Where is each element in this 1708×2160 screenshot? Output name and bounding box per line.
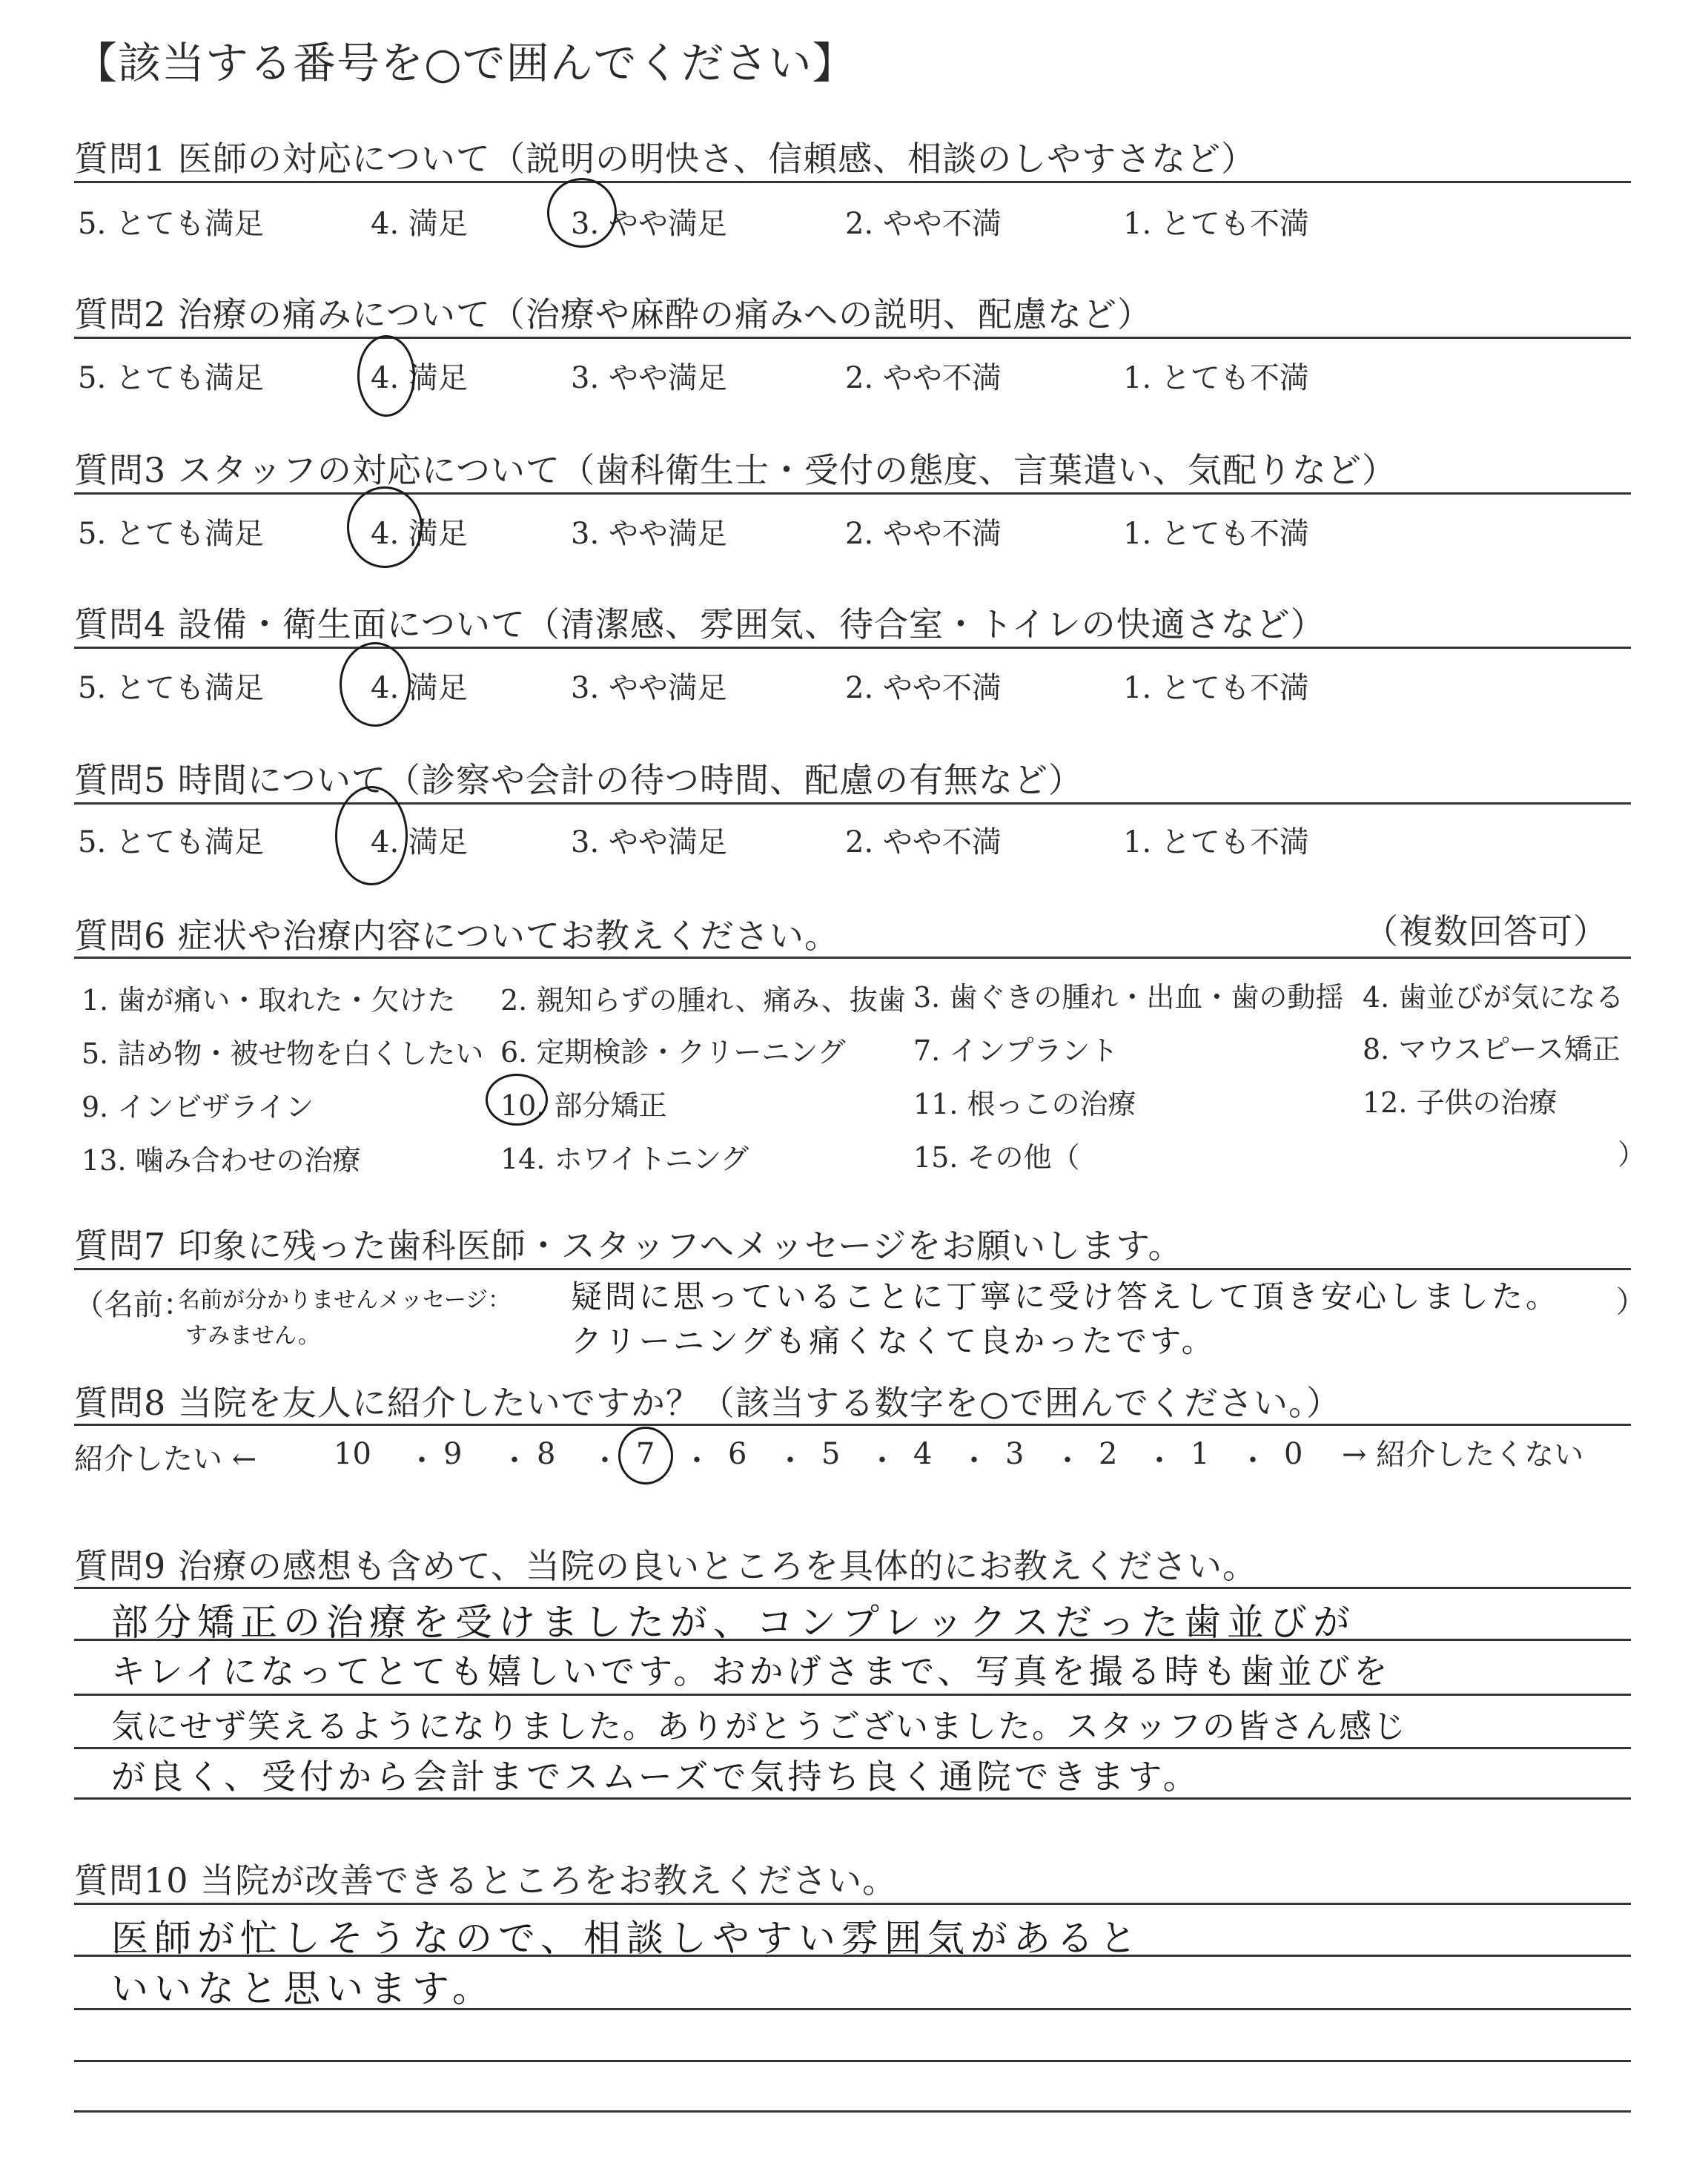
writing-line bbox=[74, 1797, 1631, 1800]
q6-item-1[interactable]: 1. 歯が痛い・取れた・欠けた bbox=[82, 984, 456, 1017]
option-3[interactable]: 3. やや満足 bbox=[571, 825, 727, 859]
option-2[interactable]: 2. やや不満 bbox=[845, 361, 1002, 395]
question-6-title: 質問6 症状や治療内容についてお教えください。 bbox=[74, 916, 839, 956]
selection-circle bbox=[547, 178, 617, 248]
q6-item-14[interactable]: 14. ホワイトニング bbox=[500, 1143, 749, 1175]
divider bbox=[74, 957, 1631, 959]
selection-circle bbox=[357, 335, 415, 417]
q6-item-12[interactable]: 12. 子供の治療 bbox=[1363, 1086, 1558, 1119]
divider bbox=[74, 1268, 1631, 1270]
option-5[interactable]: 5. とても満足 bbox=[78, 207, 264, 241]
writing-line bbox=[74, 1747, 1631, 1749]
scale-separator: ・ bbox=[1145, 1444, 1174, 1478]
option-5[interactable]: 5. とても満足 bbox=[78, 517, 264, 551]
option-1[interactable]: 1. とても不満 bbox=[1123, 671, 1309, 705]
scale-4[interactable]: 4 bbox=[913, 1437, 933, 1471]
divider bbox=[74, 1903, 1631, 1905]
q6-item-15[interactable]: 15. その他（ bbox=[913, 1141, 1080, 1174]
scale-3[interactable]: 3 bbox=[1005, 1437, 1025, 1471]
q6-item-9[interactable]: 9. インビザライン bbox=[82, 1091, 314, 1123]
question-9-title: 質問9 治療の感想も含めて、当院の良いところを具体的にお教えください。 bbox=[74, 1546, 1257, 1586]
scale-separator: ・ bbox=[500, 1444, 529, 1478]
option-4[interactable]: 4. 満足 bbox=[371, 207, 468, 241]
q6-item-6[interactable]: 6. 定期検診・クリーニング bbox=[500, 1036, 846, 1069]
selection-circle bbox=[618, 1427, 673, 1484]
option-3[interactable]: 3. やや満足 bbox=[571, 517, 727, 551]
q6-item-10[interactable]: 10. 部分矯正 bbox=[500, 1089, 667, 1122]
q6-item-11[interactable]: 11. 根っこの治療 bbox=[913, 1088, 1136, 1120]
option-1[interactable]: 1. とても不満 bbox=[1123, 825, 1309, 859]
option-3[interactable]: 3. やや満足 bbox=[571, 361, 727, 395]
q6-item-3[interactable]: 3. 歯ぐきの腫れ・出血・歯の動揺 bbox=[913, 981, 1344, 1014]
option-4[interactable]: 4. 満足 bbox=[371, 825, 468, 859]
option-2[interactable]: 2. やや不満 bbox=[845, 825, 1002, 859]
q6-item-13[interactable]: 13. 噛み合わせの治療 bbox=[82, 1144, 361, 1177]
scale-8[interactable]: 8 bbox=[537, 1437, 556, 1471]
option-5[interactable]: 5. とても満足 bbox=[78, 361, 264, 395]
q6-item-2[interactable]: 2. 親知らずの腫れ、痛み、抜歯 bbox=[500, 984, 906, 1017]
handwritten-answer-line-2: キレイになってとても嬉しいです。おかげさまで、写真を撮る時も歯並びを bbox=[111, 1651, 1391, 1691]
handwritten-answer-line-3: 気にせず笑えるようになりました。ありがとうございました。スタッフの皆さん感じ bbox=[111, 1708, 1407, 1745]
handwritten-answer-line-1: 部分矯正の治療を受けましたが、コンプレックスだった歯並びが bbox=[111, 1601, 1356, 1644]
writing-line bbox=[74, 1639, 1631, 1641]
question-3-title: 質問3 スタッフの対応について（歯科衛生士・受付の態度、言葉遣い、気配りなど） bbox=[74, 450, 1397, 490]
option-4[interactable]: 4. 満足 bbox=[371, 517, 468, 551]
handwritten-message-line-1: 疑問に思っていることに丁寧に受け答えして頂き安心しました。 bbox=[571, 1278, 1560, 1315]
q6-item-4[interactable]: 4. 歯並びが気になる bbox=[1363, 981, 1624, 1014]
question-4-title: 質問4 設備・衛生面について（清潔感、雰囲気、待合室・トイレの快適さなど） bbox=[74, 604, 1325, 644]
option-1[interactable]: 1. とても不満 bbox=[1123, 517, 1309, 551]
recommend-right-label: → 紹介したくない bbox=[1342, 1438, 1584, 1472]
selection-circle bbox=[335, 786, 408, 885]
scale-separator: ・ bbox=[590, 1444, 620, 1478]
writing-line bbox=[74, 2008, 1631, 2010]
option-4[interactable]: 4. 満足 bbox=[371, 361, 468, 395]
question-1-title: 質問1 医師の対応について（説明の明快さ、信頼感、相談のしやすさなど） bbox=[74, 139, 1257, 179]
handwritten-name: 名前が分かりませんメッセージ： bbox=[178, 1287, 511, 1313]
scale-0[interactable]: 0 bbox=[1284, 1437, 1303, 1471]
name-label: （名前： bbox=[74, 1288, 193, 1322]
q6-item-5[interactable]: 5. 詰め物・被せ物を白くしたい bbox=[82, 1037, 484, 1070]
writing-line bbox=[74, 2060, 1631, 2062]
scale-separator: ・ bbox=[867, 1444, 897, 1478]
divider bbox=[74, 1424, 1631, 1426]
handwritten-answer-line-4: が良く、受付から会計までスムーズで気持ち良く通院できます。 bbox=[111, 1757, 1201, 1797]
handwritten-message-line-2: クリーニングも痛くなくて良かったです。 bbox=[571, 1323, 1216, 1359]
option-3[interactable]: 3. やや満足 bbox=[571, 207, 727, 241]
scale-1[interactable]: 1 bbox=[1191, 1437, 1210, 1471]
scale-separator: ・ bbox=[1053, 1444, 1082, 1478]
divider bbox=[74, 802, 1631, 805]
writing-line bbox=[74, 2110, 1631, 2113]
q6-item-8[interactable]: 8. マウスピース矯正 bbox=[1363, 1033, 1621, 1066]
handwritten-name-note: すみません。 bbox=[185, 1323, 320, 1349]
option-1[interactable]: 1. とても不満 bbox=[1123, 207, 1309, 241]
scale-separator: ・ bbox=[775, 1444, 805, 1478]
scale-10[interactable]: 10 bbox=[334, 1437, 371, 1471]
question-10-title: 質問10 当院が改善できるところをお教えください。 bbox=[74, 1860, 898, 1900]
q6-item-7[interactable]: 7. インプラント bbox=[913, 1034, 1119, 1067]
question-2-title: 質問2 治療の痛みについて（治療や麻酔の痛みへの説明、配慮など） bbox=[74, 294, 1153, 334]
recommend-left-label: 紹介したい ← bbox=[74, 1442, 257, 1476]
option-5[interactable]: 5. とても満足 bbox=[78, 671, 264, 705]
option-5[interactable]: 5. とても満足 bbox=[78, 825, 264, 859]
selection-circle bbox=[340, 642, 411, 727]
multiple-answer-note: （複数回答可） bbox=[1364, 911, 1608, 951]
divider bbox=[74, 492, 1631, 495]
scale-separator: ・ bbox=[407, 1444, 437, 1478]
option-2[interactable]: 2. やや不満 bbox=[845, 207, 1002, 241]
scale-separator: ・ bbox=[682, 1444, 712, 1478]
option-4[interactable]: 4. 満足 bbox=[371, 671, 468, 705]
option-1[interactable]: 1. とても不満 bbox=[1123, 361, 1309, 395]
divider bbox=[74, 337, 1631, 339]
selection-circle bbox=[486, 1074, 548, 1126]
question-5-title: 質問5 時間について（診察や会計の待つ時間、配慮の有無など） bbox=[74, 760, 1083, 800]
message-close-paren: ） bbox=[1616, 1285, 1646, 1319]
handwritten-answer-line-1: 医師が忙しそうなので、相談しやすい雰囲気があると bbox=[111, 1917, 1142, 1960]
option-2[interactable]: 2. やや不満 bbox=[845, 671, 1002, 705]
scale-7[interactable]: 7 bbox=[636, 1437, 655, 1471]
divider bbox=[74, 647, 1631, 649]
handwritten-answer-line-2: いいなと思います。 bbox=[111, 1967, 495, 2010]
scale-5[interactable]: 5 bbox=[821, 1437, 841, 1471]
scale-separator: ・ bbox=[1238, 1444, 1268, 1478]
scale-2[interactable]: 2 bbox=[1099, 1437, 1118, 1471]
selection-circle bbox=[347, 486, 423, 568]
option-2[interactable]: 2. やや不満 bbox=[845, 517, 1002, 551]
q6-item-15-close: ） bbox=[1618, 1138, 1646, 1171]
question-7-title: 質問7 印象に残った歯科医師・スタッフへメッセージをお願いします。 bbox=[74, 1226, 1183, 1266]
divider bbox=[74, 181, 1631, 183]
form-header: 【該当する番号を○で囲んでください】 bbox=[74, 38, 856, 88]
scale-6[interactable]: 6 bbox=[728, 1437, 747, 1471]
writing-line bbox=[74, 1694, 1631, 1696]
option-3[interactable]: 3. やや満足 bbox=[571, 671, 727, 705]
writing-line bbox=[74, 1955, 1631, 1957]
divider bbox=[74, 1587, 1631, 1589]
scale-9[interactable]: 9 bbox=[443, 1437, 463, 1471]
scale-separator: ・ bbox=[959, 1444, 989, 1478]
question-8-title: 質問8 当院を友人に紹介したいですか？（該当する数字を○で囲んでください。） bbox=[74, 1383, 1342, 1423]
